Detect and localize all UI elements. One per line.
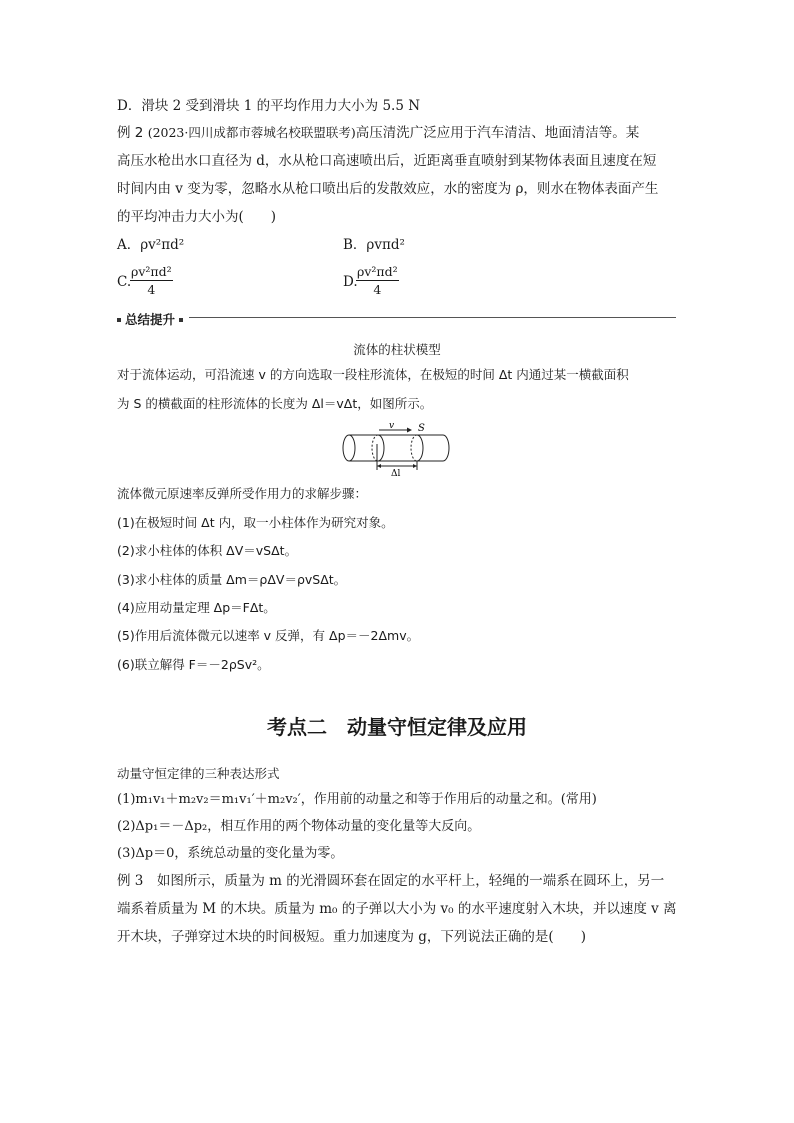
option-c-denominator: 4 [147, 282, 156, 297]
option-d-denominator: 4 [373, 282, 382, 297]
figure-label-s: S [418, 423, 425, 434]
fluid-cylinder-figure [335, 418, 460, 478]
option-c-prefix: C. [117, 274, 132, 290]
form-1: (1)m₁v₁＋m₂v₂＝m₁v₁′＋m₂v₂′，作用前的动量之和等于作用后的动量之和。(常用) [117, 792, 597, 807]
example2-line4: 的平均冲击力大小为( ) [117, 209, 277, 225]
summary-header: 总结提升 [117, 310, 183, 328]
example2-line2: 高压水枪出水口直径为 d，水从枪口高速喷出后，近距离垂直喷射到某物体表面且速度在短 [117, 153, 657, 169]
form-2: (2)Δp₁＝－Δp₂，相互作用的两个物体动量的变化量等大反向。 [117, 819, 481, 834]
section-subtitle: 动量守恒定律的三种表达形式 [117, 766, 280, 781]
summary-intro2: 为 S 的横截面的柱形流体的长度为 Δl＝vΔt，如图所示。 [117, 396, 433, 411]
example2-line3: 时间内由 v 变为零，忽略水从枪口喷出后的发散效应，水的密度为 ρ，则水在物体表面产生 [117, 181, 659, 197]
option-c-fraction [130, 264, 173, 297]
figure-label-v: v [389, 421, 395, 431]
option-c-numerator: ρv²πd² [131, 264, 172, 279]
example2-line1 [117, 124, 639, 142]
option-d-text: D．滑块 2 受到滑块 1 的平均作用力大小为 5.5 N [117, 98, 421, 114]
square-bullet-icon [179, 318, 183, 322]
summary-intro1: 对于流体运动，可沿流速 v 的方向选取一段柱形流体，在极短的时间 Δt 内通过某一横截面积 [117, 367, 629, 382]
example3-line3: 开木块，子弹穿过木块的时间极短。重力加速度为 g，下列说法正确的是( ) [117, 929, 586, 945]
option-b: B．ρvπd² [343, 237, 405, 253]
example-source: (2023·四川成都市蓉城名校联盟联考) [147, 125, 356, 140]
example-label: 例 2 [117, 125, 144, 141]
summary-title: 流体的柱状模型 [353, 342, 441, 357]
step-3: (3)求小柱体的质量 Δm＝ρΔV＝ρvSΔt。 [117, 572, 347, 587]
section-title: 考点二 动量守恒定律及应用 [267, 715, 527, 739]
option-d-prefix: D. [343, 274, 358, 290]
option-d-fraction [356, 264, 399, 297]
step-1: (1)在极短时间 Δt 内，取一小柱体作为研究对象。 [117, 515, 394, 530]
step-6: (6)联立解得 F＝－2ρSv²。 [117, 657, 270, 672]
option-a: A．ρv²πd² [117, 237, 185, 253]
example2-line1-text: 高压清洗广泛应用于汽车清洁、地面清洁等。某 [355, 125, 640, 141]
summary-rule [189, 317, 676, 318]
example3-line2: 端系着质量为 M 的木块。质量为 m₀ 的子弹以大小为 v₀ 的水平速度射入木块，并以速度 v 离 [117, 901, 677, 917]
step-2: (2)求小柱体的体积 ΔV＝vSΔt。 [117, 543, 298, 558]
option-d-numerator: ρv²πd² [357, 264, 398, 279]
step-4: (4)应用动量定理 Δp＝FΔt。 [117, 600, 276, 615]
figure-label-dl: Δl [391, 469, 401, 478]
form-3: (3)Δp＝0，系统总动量的变化量为零。 [117, 846, 344, 861]
square-bullet-icon [117, 318, 121, 322]
steps-title: 流体微元原速率反弹所受作用力的求解步骤： [117, 486, 368, 501]
step-5: (5)作用后流体微元以速率 v 反弹，有 Δp＝－2Δmv。 [117, 628, 420, 643]
example3-line1: 例 3 如图所示，质量为 m 的光滑圆环套在固定的水平杆上，轻绳的一端系在圆环上，另一 [117, 873, 665, 889]
